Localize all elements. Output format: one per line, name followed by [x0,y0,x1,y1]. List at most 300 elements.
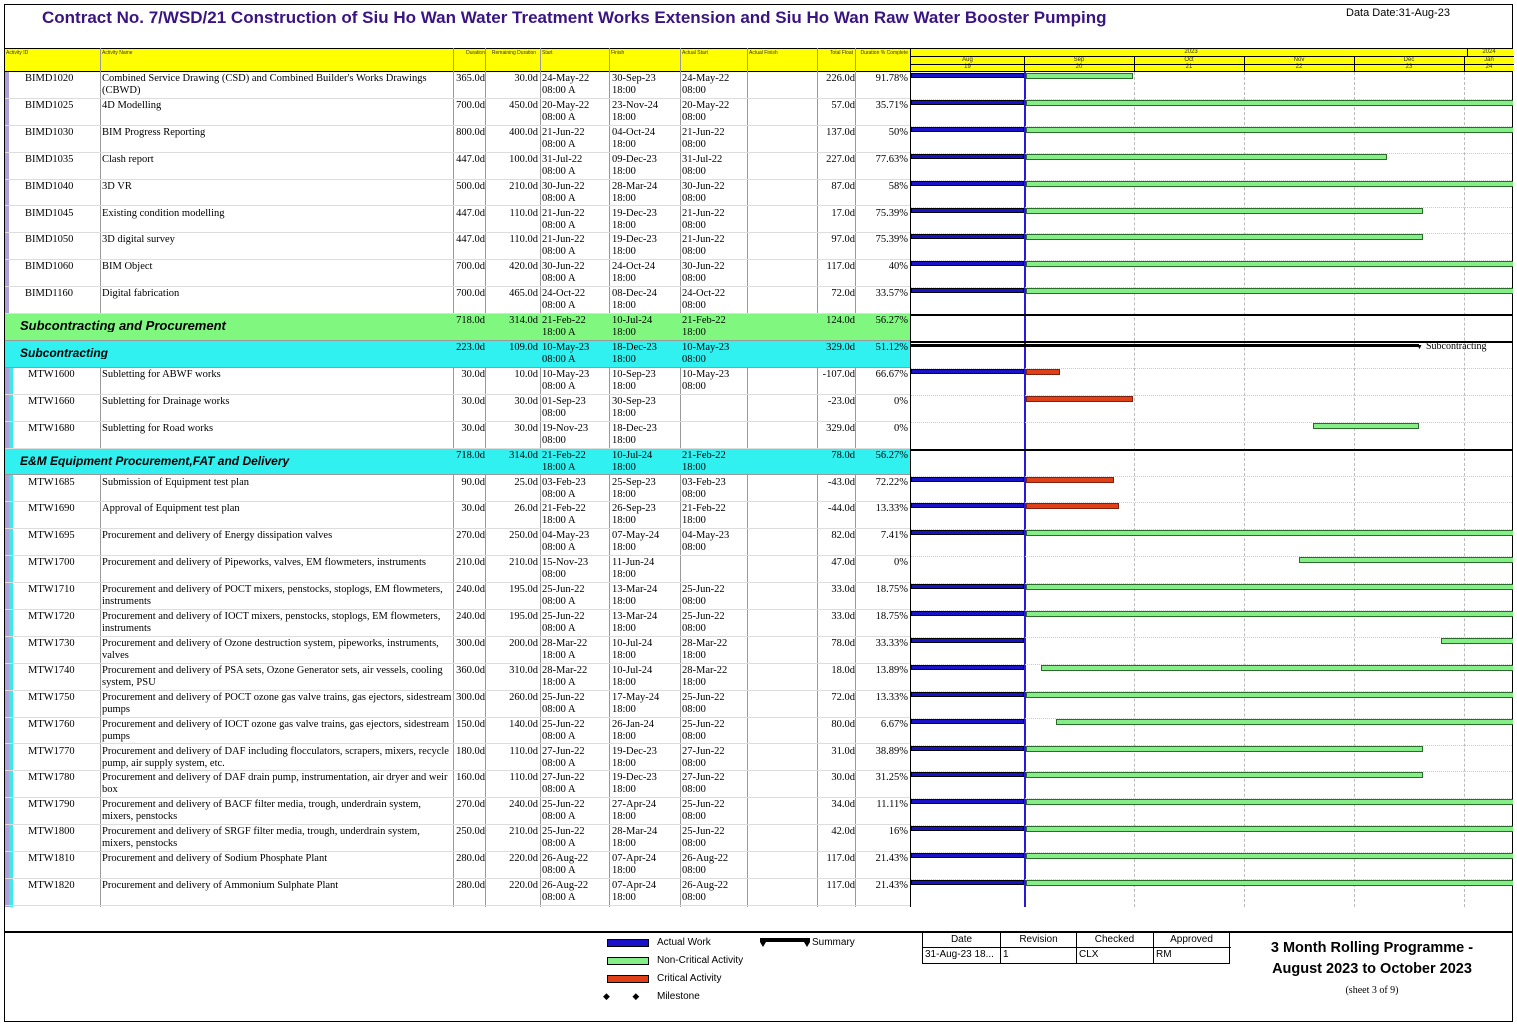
cell-finish-date: 18-Dec-23 [612,422,657,434]
cell-start-time: 08:00 A [542,892,576,903]
cell-astart [682,477,750,501]
cell-float: 47.0d [831,557,855,569]
noncritical-bar[interactable] [1056,719,1513,725]
cell-astart [682,880,750,904]
cell-name: Procurement and delivery of Ozone destruction system, pipeworks, instruments, valves [102,637,439,661]
cell-id: BIMD1060 [25,261,74,273]
cell-name: Procurement and delivery of POCT ozone gas valve trains, gas ejectors, sidestream pumps [102,691,452,715]
cell-astart-time: 08:00 [682,380,706,392]
cell-finish-date: 07-Apr-24 [612,853,657,865]
activity-row[interactable] [5,852,910,879]
col-activity-id[interactable]: Activity ID [6,50,29,56]
cell-finish-date: 09-Dec-23 [612,153,657,165]
cell-finish-time: 18:00 [612,354,636,365]
activity-row[interactable] [5,798,910,825]
col-total-float[interactable]: Total Float [829,50,853,56]
cell-start [542,530,612,554]
cell-dur: 700.0d [456,261,485,273]
cell-start-date: 25-Jun-22 [542,691,585,703]
cell-start-time: 08:00 A [542,596,576,608]
actual-work-bar[interactable] [911,208,1024,213]
cell-finish-time: 18:00 [612,407,636,419]
activity-row[interactable] [5,422,910,449]
sheet-number: (sheet 3 of 9) [1345,985,1399,996]
rev-approved: RM [1156,949,1172,960]
legend-noncrit-swatch [607,957,649,965]
cell-finish-time: 18:00 [612,596,636,608]
noncritical-bar[interactable] [1026,692,1513,698]
cell-start [542,208,612,232]
noncritical-bar[interactable] [1026,288,1513,294]
cell-float: -43.0d [827,476,855,488]
month-label: Aug [962,57,973,63]
cell-pct: 18.75% [875,611,908,622]
cell-id: MTW1810 [28,853,75,865]
cell-float: 33.0d [831,584,855,596]
actual-work-bar[interactable] [911,181,1024,186]
cell-astart [682,584,750,608]
cell-finish-date: 17-May-24 [612,691,660,703]
actual-work-bar[interactable] [911,746,1024,751]
cell-start-date: 24-Oct-22 [542,288,586,300]
cell-start [542,100,612,124]
cell-pct: 13.33% [875,503,908,515]
cell-astart [682,288,750,312]
activity-row[interactable] [5,879,910,906]
cell-name: Procurement and delivery of DAF including flocculators, scrapers, mixers, recycle pump, air supply system, etc. [102,745,449,769]
cell-id: MTW1695 [28,530,75,542]
cell-astart-date: 28-Mar-22 [682,637,728,649]
cell-astart [682,530,750,554]
cell-astart-time: 08:00 [682,784,706,796]
actual-work-bar[interactable] [911,853,1024,858]
activity-row[interactable] [5,502,910,529]
activity-row[interactable] [5,99,910,126]
cell-start [542,611,612,635]
cell-id: MTW1740 [28,664,75,676]
cell-finish-date: 13-Mar-24 [612,584,658,596]
cell-finish [612,584,682,608]
month-label: Jan [1484,57,1494,63]
cell-astart-time: 08:00 [682,488,706,500]
cell-dur: 280.0d [456,880,485,891]
cell-astart-time: 08:00 [682,757,706,769]
summary-bar-icon [760,938,810,947]
noncritical-bar[interactable] [1026,826,1513,832]
noncritical-bar[interactable] [1026,530,1513,536]
actual-work-bar[interactable] [911,665,1024,670]
col-pct-complete[interactable]: Duration % Complete [860,50,908,56]
cell-start-time: 08:00 [542,407,566,419]
cell-astart-date: 25-Jun-22 [682,691,725,703]
cell-start-time: 08:00 A [542,488,576,500]
cell-finish-time: 18:00 [612,488,636,500]
cell-astart [682,746,750,770]
cell-start-time: 08:00 [542,434,566,446]
cell-start [542,746,612,770]
cell-finish-time: 18:00 [612,246,636,258]
cell-float: 78.0d [831,637,855,649]
cell-id: MTW1800 [28,826,75,838]
cell-rem: 210.0d [509,557,538,569]
activity-row[interactable] [5,260,910,287]
cell-dur: 30.0d [461,395,485,407]
cell-float: 57.0d [831,99,855,111]
cell-start-time: 08:00 A [542,542,576,554]
cell-astart [682,181,750,205]
cell-finish-date: 26-Sep-23 [612,503,656,515]
cell-astart [682,853,750,877]
actual-work-bar[interactable] [911,100,1024,105]
cell-astart-date: 30-Jun-22 [682,261,725,273]
cell-dur: 210.0d [456,557,485,569]
cell-start-date: 27-Jun-22 [542,772,585,784]
cell-start-date: 30-Jun-22 [542,180,585,192]
programme-title [1242,938,1502,980]
cell-finish-time: 18:00 [612,676,636,688]
cell-rem: 310.0d [509,664,538,676]
noncritical-bar[interactable] [1026,261,1513,267]
cell-finish-date: 26-Jan-24 [612,718,654,730]
cell-dur: 300.0d [456,637,485,649]
cell-name: Procurement and delivery of SRGF filter media, trough, underdrain system, mixers, penstocks [102,826,420,850]
summary-bar[interactable] [911,344,1419,347]
cell-rem: 210.0d [509,180,538,192]
cell-astart-time: 08:00 [682,811,706,823]
cell-dur: 30.0d [461,503,485,515]
wbs-group-row[interactable] [5,341,910,368]
activity-row[interactable] [5,664,910,691]
cell-finish-time: 18:00 [612,192,636,204]
critical-bar[interactable] [1026,396,1133,402]
cell-finish-date: 10-Jul-24 [612,637,653,649]
activity-row[interactable] [5,691,910,718]
cell-float: 226.0d [826,73,855,84]
cell-finish-date: 19-Dec-23 [612,234,657,246]
activity-row[interactable] [5,233,910,260]
noncritical-bar[interactable] [1026,746,1423,752]
cell-start [542,692,612,716]
cell-astart-time: 08:00 [682,542,706,554]
actual-work-bar[interactable] [911,638,1024,643]
rev-date: 31-Aug-23 18... [925,949,994,960]
actual-work-bar[interactable] [911,799,1024,804]
cell-finish [612,665,682,689]
actual-work-bar[interactable] [911,826,1024,831]
cell-id: MTW1760 [28,718,75,730]
cell-name: Procurement and delivery of Ammonium Sulphate Plant [102,880,339,891]
cell-pct: 40% [888,261,908,273]
activity-row[interactable] [5,825,910,852]
cell-start-date: 10-May-23 [542,342,590,353]
cell-pct: 72.22% [875,476,908,488]
cell-astart-date: 27-Jun-22 [682,745,725,757]
cell-start [542,423,612,447]
cell-start [542,127,612,151]
cell-astart [682,315,750,339]
activity-row[interactable] [5,771,910,798]
cell-finish-date: 11-Jun-24 [612,557,655,569]
col-remaining[interactable]: Remaining Duration [491,50,537,56]
wbs-group-row[interactable] [5,449,910,476]
actual-work-bar[interactable] [911,154,1024,159]
cell-float: 137.0d [826,126,855,138]
noncritical-bar[interactable] [1026,584,1513,590]
cell-start-date: 25-Jun-22 [542,826,585,838]
noncritical-bar[interactable] [1026,208,1423,214]
actual-work-bar[interactable] [911,288,1024,293]
cell-id: MTW1710 [28,584,75,596]
noncritical-bar[interactable] [1041,665,1513,671]
cell-finish-time: 18:00 [612,219,636,231]
cell-rem: 240.0d [509,799,538,811]
cell-rem: 210.0d [509,826,538,838]
cell-rem: 220.0d [509,853,538,865]
cell-id: BIMD1160 [25,288,74,300]
cell-dur: 800.0d [456,126,485,138]
cell-astart-date: 26-Aug-22 [682,880,729,891]
cell-finish [612,638,682,662]
cell-finish-date: 28-Mar-24 [612,180,658,192]
actual-work-bar[interactable] [911,369,1024,374]
cell-astart-time: 08:00 [682,354,706,365]
cell-start-date: 03-Feb-23 [542,476,586,488]
cell-astart-time: 18:00 [682,676,706,688]
cell-rem: 110.0d [509,207,538,219]
actual-work-bar[interactable] [911,772,1024,777]
noncritical-bar[interactable] [1313,423,1419,429]
cell-astart [682,772,750,796]
rev-checked: CLX [1079,949,1099,960]
cell-start-date: 28-Mar-22 [542,664,588,676]
activity-row[interactable] [5,745,910,772]
noncritical-bar[interactable] [1026,611,1513,617]
data-date-line [1024,72,1026,907]
noncritical-bar[interactable] [1026,234,1423,240]
cell-finish-time: 18:00 [612,892,636,903]
wbs-group-row[interactable] [5,314,910,341]
noncritical-bar[interactable] [1026,154,1387,160]
actual-work-bar[interactable] [911,503,1024,508]
cell-start [542,584,612,608]
activity-row[interactable] [5,207,910,234]
noncritical-bar[interactable] [1026,181,1513,187]
cell-id: BIMD1020 [25,73,74,84]
cell-astart-time: 18:00 [682,515,706,527]
actual-work-bar[interactable] [911,127,1024,132]
actual-work-bar[interactable] [911,719,1024,724]
activity-row[interactable] [5,395,910,422]
cell-id: MTW1820 [28,880,75,891]
cell-name: Subletting for Road works [102,422,214,434]
cell-id: MTW1780 [28,772,75,784]
cell-astart-date: 31-Jul-22 [682,153,723,165]
actual-work-bar[interactable] [911,73,1024,78]
footer-divider [5,931,1513,933]
activity-row[interactable] [5,637,910,664]
actual-work-bar[interactable] [911,530,1024,535]
activity-row[interactable] [5,476,910,503]
cell-dur: 160.0d [456,772,485,784]
activity-row[interactable] [5,287,910,314]
programme-line1: 3 Month Rolling Programme - [1270,940,1474,956]
cell-finish [612,154,682,178]
cell-start-time: 08:00 A [542,811,576,823]
cell-rem: 100.0d [509,153,538,165]
cell-astart-date: 25-Jun-22 [682,799,725,811]
activity-row[interactable] [5,556,910,583]
cell-id: MTW1790 [28,799,75,811]
noncritical-bar[interactable] [1299,557,1513,563]
cell-finish [612,315,682,339]
actual-work-bar[interactable] [911,261,1024,266]
cell-start-time: 08:00 A [542,784,576,796]
cell-rem: 200.0d [509,637,538,649]
cell-start [542,234,612,258]
cell-start [542,261,612,285]
noncritical-bar[interactable] [1026,853,1513,859]
cell-start [542,853,612,877]
cell-finish [612,342,682,366]
cell-finish-time: 18:00 [612,111,636,123]
activity-row[interactable] [5,610,910,637]
cell-finish-date: 07-May-24 [612,530,660,542]
noncritical-bar[interactable] [1026,100,1513,106]
activity-row[interactable] [5,72,910,99]
cell-rem: 30.0d [514,73,538,84]
cell-pct: 58% [888,180,908,192]
col-activity-name[interactable]: Activity Name [102,50,133,56]
noncritical-bar[interactable] [1441,638,1513,644]
activity-row[interactable] [5,718,910,745]
cell-dur: 300.0d [456,691,485,703]
cell-rem: 110.0d [509,234,538,246]
noncritical-bar[interactable] [1026,799,1513,805]
cell-finish [612,127,682,151]
cell-astart-date: 24-Oct-22 [682,288,726,300]
cell-start-date: 26-Aug-22 [542,880,589,891]
noncritical-bar[interactable] [1026,880,1513,886]
cell-dur: 700.0d [456,288,485,300]
rev-number: 1 [1003,949,1009,960]
cell-float: 34.0d [831,799,855,811]
cell-start [542,826,612,850]
cell-astart [682,154,750,178]
cell-pct: 75.39% [875,234,908,246]
cell-finish-time: 18:00 [612,300,636,312]
cell-astart [682,826,750,850]
cell-finish-time: 18:00 [612,757,636,769]
cell-rem: 30.0d [514,422,538,434]
cell-rem: 195.0d [509,611,538,622]
cell-finish [612,611,682,635]
cell-rem: 450.0d [509,99,538,111]
actual-work-bar[interactable] [911,234,1024,239]
cell-astart-time: 08:00 [682,838,706,850]
cell-rem: 400.0d [509,126,538,138]
col-duration[interactable]: Duration [466,50,485,56]
cell-finish-time: 18:00 [612,434,636,446]
cell-start [542,73,612,97]
cell-astart-date: 25-Jun-22 [682,584,725,596]
col-actual-start[interactable]: Actual Start [682,50,708,56]
activity-row[interactable] [5,368,910,395]
col-actual-finish[interactable]: Actual Finish [749,50,778,56]
cell-astart [682,342,750,366]
cell-name: Procurement and delivery of PSA sets, Ozone Generator sets, air vessels, cooling system, PSU [102,664,443,688]
cell-name: Subletting for Drainage works [102,395,230,407]
summary-end-icon: ▼ [1416,343,1423,351]
cell-rem: 420.0d [509,261,538,273]
cell-start-time: 08:00 A [542,865,576,877]
cell-name: BIM Progress Reporting [102,126,206,138]
month-label: Nov [1293,57,1305,63]
cell-pct: 77.63% [875,153,908,165]
cell-astart [682,208,750,232]
critical-bar[interactable] [1026,369,1060,375]
cell-pct: 33.33% [875,637,908,649]
cell-float: -107.0d [822,368,855,380]
cell-astart-time: 08:00 [682,85,706,96]
activity-row[interactable] [5,529,910,556]
actual-work-bar[interactable] [911,477,1024,482]
col-start[interactable]: Start [542,50,553,56]
cell-astart-date: 10-May-23 [682,342,730,353]
cell-float: -23.0d [827,395,855,407]
cell-float: 97.0d [831,234,855,246]
critical-bar[interactable] [1026,477,1114,483]
cell-id: MTW1720 [28,611,75,622]
cell-pct: 18.75% [875,584,908,596]
cell-pct: 38.89% [875,745,908,757]
cell-finish-date: 19-Dec-23 [612,745,657,757]
noncritical-bar[interactable] [1026,73,1133,79]
col-finish[interactable]: Finish [611,50,625,56]
cell-start-time: 08:00 A [542,354,576,365]
critical-bar[interactable] [1026,503,1119,509]
cell-astart [682,692,750,716]
activity-row[interactable] [5,126,910,153]
cell-start-time: 08:00 A [542,219,576,231]
month-label: Dec [1403,57,1415,63]
noncritical-bar[interactable] [1026,127,1513,133]
data-date: Data Date:31-Aug-23 [1346,7,1450,19]
activity-row[interactable] [5,153,910,180]
cell-start-date: 25-Jun-22 [542,584,585,596]
actual-work-bar[interactable] [911,584,1024,589]
cell-astart-date: 21-Feb-22 [682,315,726,327]
noncritical-bar[interactable] [1026,772,1423,778]
activity-row[interactable] [5,583,910,610]
cell-finish-date: 08-Dec-24 [612,288,657,300]
rev-head-approved: Approved [1170,934,1213,945]
actual-work-bar[interactable] [911,692,1024,697]
cell-pct: 31.25% [875,772,908,784]
cell-name: Procurement and delivery of POCT mixers, penstocks, stoplogs, EM flowmeters, instruments [102,584,443,608]
cell-dur: 240.0d [456,611,485,622]
activity-row[interactable] [5,180,910,207]
legend-actual-label: Actual Work [657,937,711,948]
cell-astart-date: 25-Jun-22 [682,611,725,622]
cell-float: 87.0d [831,180,855,192]
actual-work-bar[interactable] [911,611,1024,616]
cell-start [542,799,612,823]
actual-work-bar[interactable] [911,880,1024,885]
cell-astart-time: 08:00 [682,892,706,903]
cell-finish [612,181,682,205]
cell-finish [612,772,682,796]
cell-astart-date: 21-Jun-22 [682,207,725,219]
